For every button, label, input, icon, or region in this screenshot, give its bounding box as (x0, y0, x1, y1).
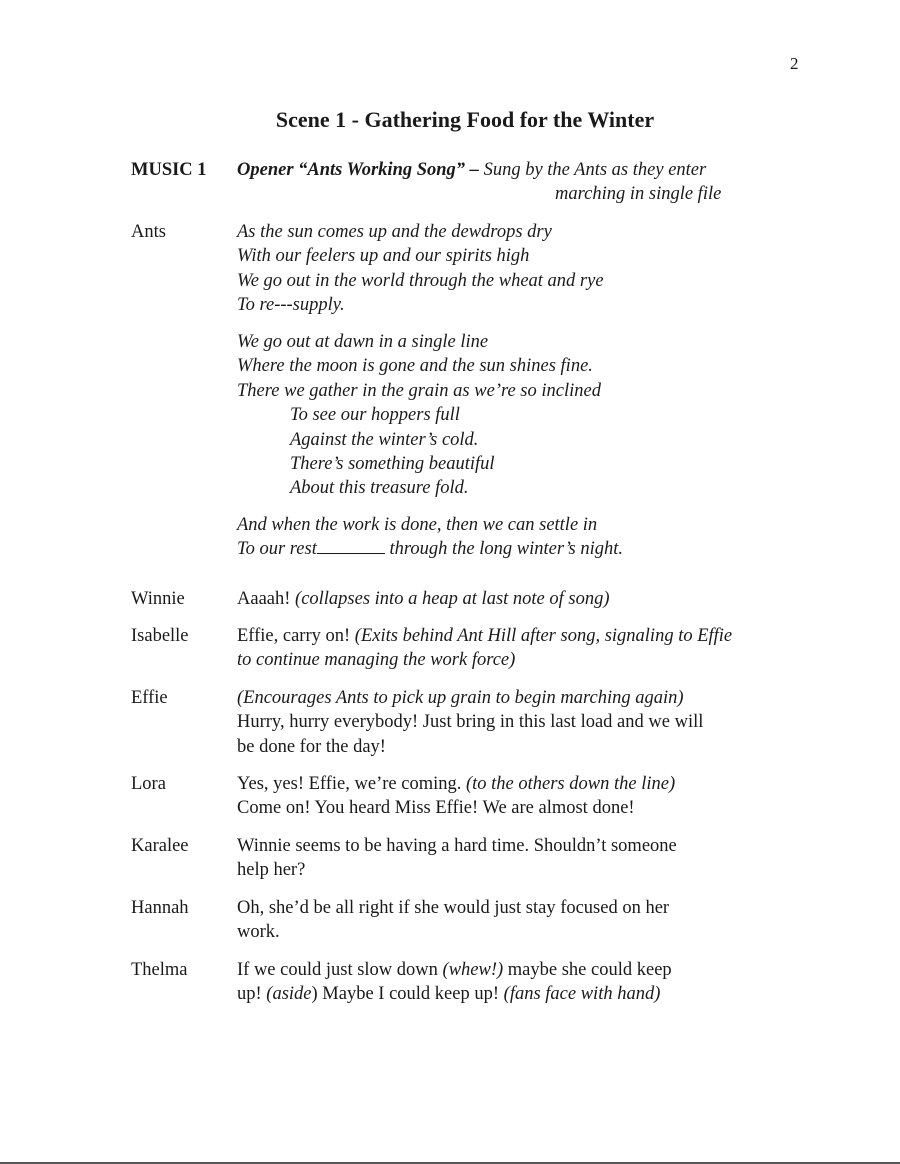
dialogue-text (237, 958, 837, 1007)
dialogue-text (237, 686, 837, 759)
spoken-line: help her? (237, 860, 306, 881)
spoken-line: maybe she could keep (503, 960, 672, 980)
stage-direction: (to the others down the line) (465, 774, 676, 794)
spoken-line: work. (237, 922, 280, 943)
dialogue-text (237, 896, 837, 945)
song-title: Opener “Ants Working Song” – (237, 160, 479, 180)
stage-direction: (Exits behind Ant Hill after song, signaling to Effie (354, 626, 733, 646)
spoken-line: up! (237, 984, 267, 1005)
lyric-line: Where the moon is gone and the sun shines fine. (237, 356, 593, 377)
lyric-line: With our feelers up and our spirits high (237, 246, 530, 267)
fill-in-blank (317, 537, 385, 554)
spoken-line: Come on! You heard Miss Effie! We are almost done! (237, 798, 635, 819)
speaker-lora: Lora (131, 774, 166, 794)
stage-direction: (whew!) (442, 960, 504, 980)
song-lyrics (237, 513, 807, 562)
stage-direction: to continue managing the work force) (237, 650, 516, 671)
dialogue-text (237, 772, 837, 821)
spoken-line: Effie, carry on! (237, 626, 355, 646)
stage-direction: (fans face with hand) (503, 984, 661, 1005)
music-description (237, 158, 837, 207)
dialogue-text (237, 834, 837, 883)
speaker-ants: Ants (131, 222, 166, 242)
dialogue-text (237, 587, 807, 611)
lyric-line (237, 537, 807, 561)
lyric-line: As the sun comes up and the dewdrops dry (237, 222, 552, 242)
spoken-line: ) Maybe I could keep up! (311, 984, 504, 1005)
spoken-line: Oh, she’d be all right if she would just stay focused on her (237, 898, 670, 918)
speaker-hannah: Hannah (131, 898, 189, 918)
song-lyrics (237, 330, 807, 501)
spoken-line: Aaaah! (237, 589, 296, 609)
lyric-line: To re---supply. (237, 295, 345, 316)
lyric-line: And when the work is done, then we can settle in (237, 515, 598, 535)
stage-direction: (Encourages Ants to pick up grain to begin marching again) (237, 688, 684, 708)
lyric-line: We go out in the world through the wheat and rye (237, 270, 604, 291)
lyric-segment: through the long winter’s night. (384, 539, 623, 560)
spoken-line: be done for the day! (237, 736, 386, 757)
speaker-winnie: Winnie (131, 589, 185, 609)
lyric-line: To see our hoppers full (290, 405, 460, 426)
spoken-line: If we could just slow down (237, 960, 443, 980)
speaker-isabelle: Isabelle (131, 626, 189, 646)
lyric-line: We go out at dawn in a single line (237, 332, 489, 352)
lyric-line: About this treasure fold. (290, 478, 469, 499)
music-label: MUSIC 1 (131, 160, 207, 180)
stage-direction: (collapses into a heap at last note of song) (295, 589, 610, 609)
music-description-line2: marching in single file (555, 184, 722, 205)
speaker-thelma: Thelma (131, 960, 188, 980)
lyric-line: Against the winter’s cold. (290, 429, 479, 450)
stage-direction: (aside (266, 984, 312, 1005)
lyric-line: There we gather in the grain as we’re so inclined (237, 380, 601, 401)
scene-title: Scene 1 - Gathering Food for the Winter (275, 107, 655, 132)
music-description-line1: Sung by the Ants as they enter (483, 160, 707, 180)
spoken-line: Hurry, hurry everybody! Just bring in this last load and we will (237, 712, 704, 733)
speaker-effie: Effie (131, 688, 168, 708)
lyric-line: There’s something beautiful (290, 454, 495, 475)
speaker-karalee: Karalee (131, 836, 189, 856)
page-number: 2 (790, 54, 799, 73)
spoken-line: Yes, yes! Effie, we’re coming. (237, 774, 466, 794)
lyric-segment: To our rest (237, 539, 317, 560)
dialogue-text (237, 624, 837, 673)
song-lyrics (237, 220, 807, 318)
spoken-line: Winnie seems to be having a hard time. Shouldn’t someone (237, 836, 677, 856)
